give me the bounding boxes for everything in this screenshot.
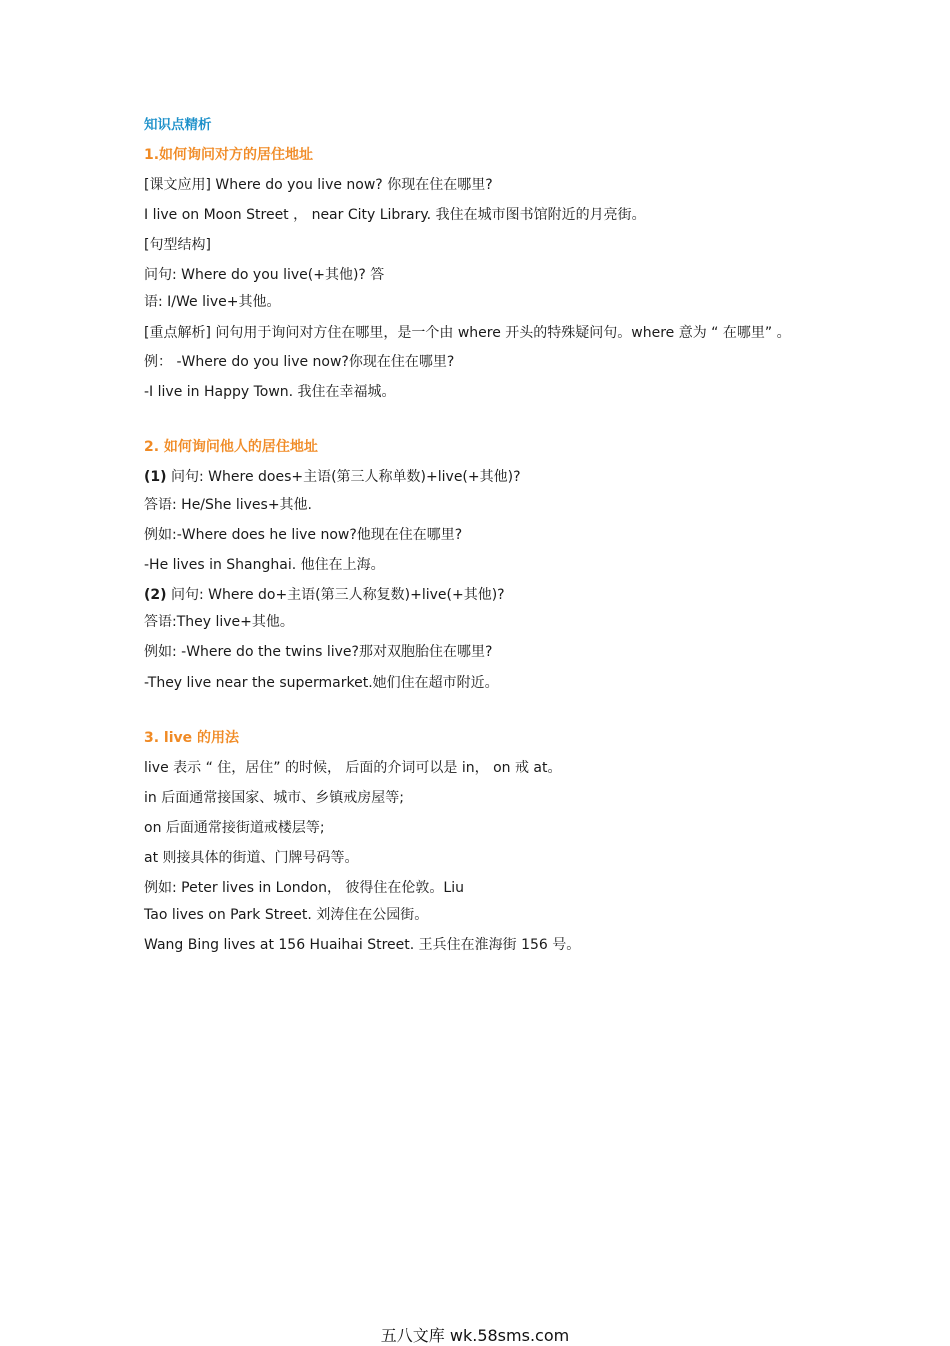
section-1-line: I live on Moon Street ， near City Library. 我住在城市图书馆附近的月亮街。 bbox=[144, 207, 646, 223]
section-2-line: -He lives in Shanghai. 他住在上海。 bbox=[144, 557, 385, 573]
section-1-line: 例： -Where do you live now?你现在住在哪里? bbox=[144, 354, 455, 370]
item-text: 问句: Where do+主语(第三人称复数)+live(+其他)? bbox=[166, 587, 505, 603]
section-1-line: [课文应用] Where do you live now? 你现在住在哪里? bbox=[144, 177, 493, 193]
section-3-line: 例如: Peter lives in London， 彼得住在伦敦。Liu bbox=[144, 880, 464, 896]
section-2-heading: 2. 如何询问他人的居住地址 bbox=[144, 439, 318, 455]
section-2-line: 例如: -Where do the twins live?那对双胞胎住在哪里? bbox=[144, 644, 493, 660]
section-3-line: in 后面通常接国家、城市、乡镇戒房屋等; bbox=[144, 790, 404, 806]
item-number: (1) bbox=[144, 469, 167, 485]
item-text: 问句: Where does+主语(第三人称单数)+live(+其他)? bbox=[166, 469, 521, 485]
section-2-line: -They live near the supermarket.她们住在超市附近。 bbox=[144, 675, 499, 691]
item-number: (2) bbox=[144, 587, 167, 603]
section-1-line: 问句: Where do you live(+其他)? 答 bbox=[144, 267, 385, 283]
section-2-line: 例如:-Where does he live now?他现在住在哪里? bbox=[144, 527, 463, 543]
section-1-line: [重点解析] 问句用于询问对方住在哪里，是一个由 where 开头的特殊疑问句。where 意为 “ 在哪里” 。 bbox=[144, 325, 791, 341]
section-1-heading: 1.如何询问对方的居住地址 bbox=[144, 147, 314, 163]
section-1-line: -I live in Happy Town. 我住在幸福城。 bbox=[144, 384, 396, 400]
page-title: 知识点精析 bbox=[144, 117, 212, 133]
section-2-item-1 bbox=[144, 468, 521, 486]
section-2-line: 答语:They live+其他。 bbox=[144, 614, 294, 630]
section-1-line: 语: I/We live+其他。 bbox=[144, 294, 281, 310]
section-2-line: 答语: He/She lives+其他. bbox=[144, 497, 312, 513]
section-3-heading: 3. live 的用法 bbox=[144, 730, 240, 746]
section-3-line: at 则接具体的街道、门牌号码等。 bbox=[144, 850, 359, 866]
section-3-line: Tao lives on Park Street. 刘涛住在公园街。 bbox=[144, 907, 429, 923]
section-2-item-2 bbox=[144, 586, 505, 604]
section-3-line: on 后面通常接街道戒楼层等; bbox=[144, 820, 325, 836]
section-1-line: [句型结构] bbox=[144, 237, 211, 253]
section-3-line: live 表示 “ 住，居住” 的时候， 后面的介词可以是 in， on 戒 at。 bbox=[144, 760, 562, 776]
footer-watermark: 五八文库 wk.58sms.com bbox=[380, 1326, 570, 1345]
section-3-line: Wang Bing lives at 156 Huaihai Street. 王兵住在淮海街 156 号。 bbox=[144, 937, 581, 953]
